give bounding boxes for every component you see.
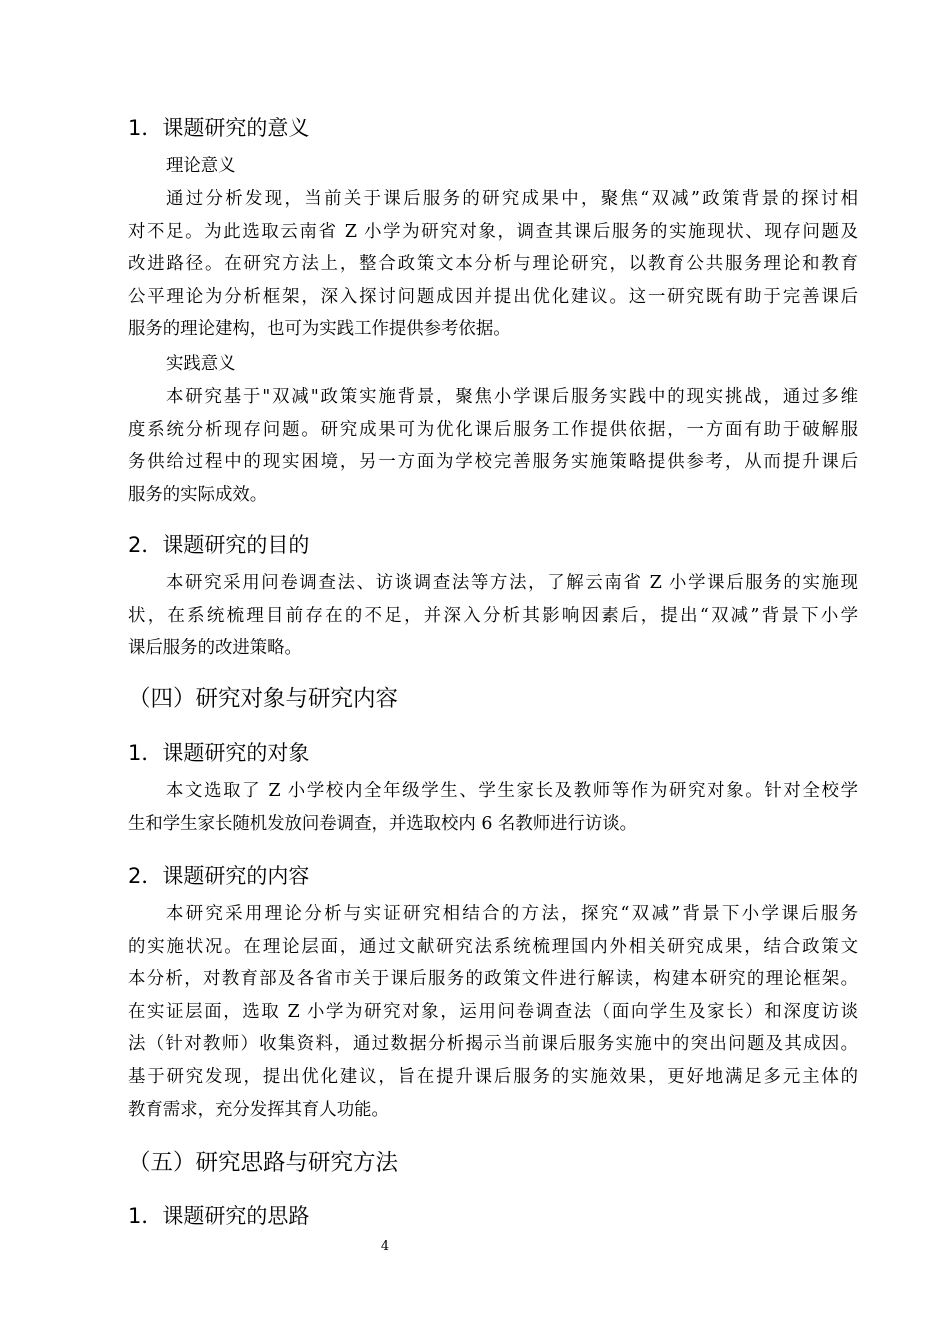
section-heading-significance: 1．课题研究的意义	[128, 116, 310, 140]
text-line: 公平理论为分析框架，深入探讨问题成因并提出优化建议。这一研究既有助于完善课后	[128, 286, 858, 307]
paragraph-content	[128, 898, 858, 1126]
subheading-theoretical-significance: 理论意义	[166, 156, 236, 176]
section-heading-content: 2．课题研究的内容	[128, 864, 310, 888]
subheading-practical-significance: 实践意义	[166, 354, 236, 374]
text-line: 状，在系统梳理目前存在的不足，并深入分析其影响因素后，提出“双减”背景下小学	[128, 605, 858, 626]
section-heading-objects: 1．课题研究的对象	[128, 741, 310, 765]
text-line: 度系统分析现存问题。研究成果可为优化课后服务工作提供依据，一方面有助于破解服	[128, 419, 858, 440]
paragraph-practical-significance	[128, 381, 858, 511]
text-line: 基于研究发现，提出优化建议，旨在提升课后服务的实施效果，更好地满足多元主体的	[128, 1066, 858, 1087]
paragraph-theoretical-significance	[128, 183, 858, 346]
text-line: 教育需求，充分发挥其育人功能。	[128, 1099, 389, 1120]
chapter-heading-objects-content: （四）研究对象与研究内容	[128, 686, 399, 712]
section-heading-purpose: 2．课题研究的目的	[128, 533, 310, 557]
text-line: 本研究采用问卷调查法、访谈调查法等方法，了解云南省 Z 小学课后服务的实施现	[166, 573, 858, 593]
text-line: 本分析，对教育部及各省市关于课后服务的政策文件进行解读，构建本研究的理论框架。	[128, 969, 858, 990]
paragraph-purpose	[128, 567, 858, 665]
text-line: 在实证层面，选取 Z 小学为研究对象，运用问卷调查法（面向学生及家长）和深度访谈	[128, 1001, 858, 1022]
text-line: 本研究采用理论分析与实证研究相结合的方法，探究“双减”背景下小学课后服务	[166, 904, 858, 924]
text-line: 课后服务的改进策略。	[128, 638, 302, 659]
text-line: 对不足。为此选取云南省 Z 小学为研究对象，调查其课后服务的实施现状、现存问题及	[128, 221, 858, 242]
text-line: 法（针对教师）收集资料，通过数据分析揭示当前课后服务实施中的突出问题及其成因。	[128, 1034, 858, 1055]
text-line: 生和学生家长随机发放问卷调查，并选取校内 6 名教师进行访谈。	[128, 813, 638, 834]
paragraph-objects	[128, 775, 858, 840]
text-line: 本文选取了 Z 小学校内全年级学生、学生家长及教师等作为研究对象。针对全校学	[166, 781, 858, 801]
section-heading-approach: 1．课题研究的思路	[128, 1204, 310, 1228]
text-line: 通过分析发现，当前关于课后服务的研究成果中，聚焦“双减”政策背景的探讨相	[166, 189, 858, 209]
text-line: 本研究基于"双减"政策实施背景，聚焦小学课后服务实践中的现实挑战，通过多维	[166, 387, 858, 407]
page-number: 4	[380, 1239, 390, 1254]
text-line: 服务的实际成效。	[128, 484, 268, 505]
text-line: 服务的理论建构，也可为实践工作提供参考依据。	[128, 319, 511, 340]
text-line: 改进路径。在研究方法上，整合政策文本分析与理论研究，以教育公共服务理论和教育	[128, 254, 858, 275]
text-line: 的实施状况。在理论层面，通过文献研究法系统梳理国内外相关研究成果，结合政策文	[128, 936, 858, 957]
text-line: 务供给过程中的现实困境，另一方面为学校完善服务实施策略提供参考，从而提升课后	[128, 452, 858, 473]
chapter-heading-approach-methods: （五）研究思路与研究方法	[128, 1150, 399, 1176]
